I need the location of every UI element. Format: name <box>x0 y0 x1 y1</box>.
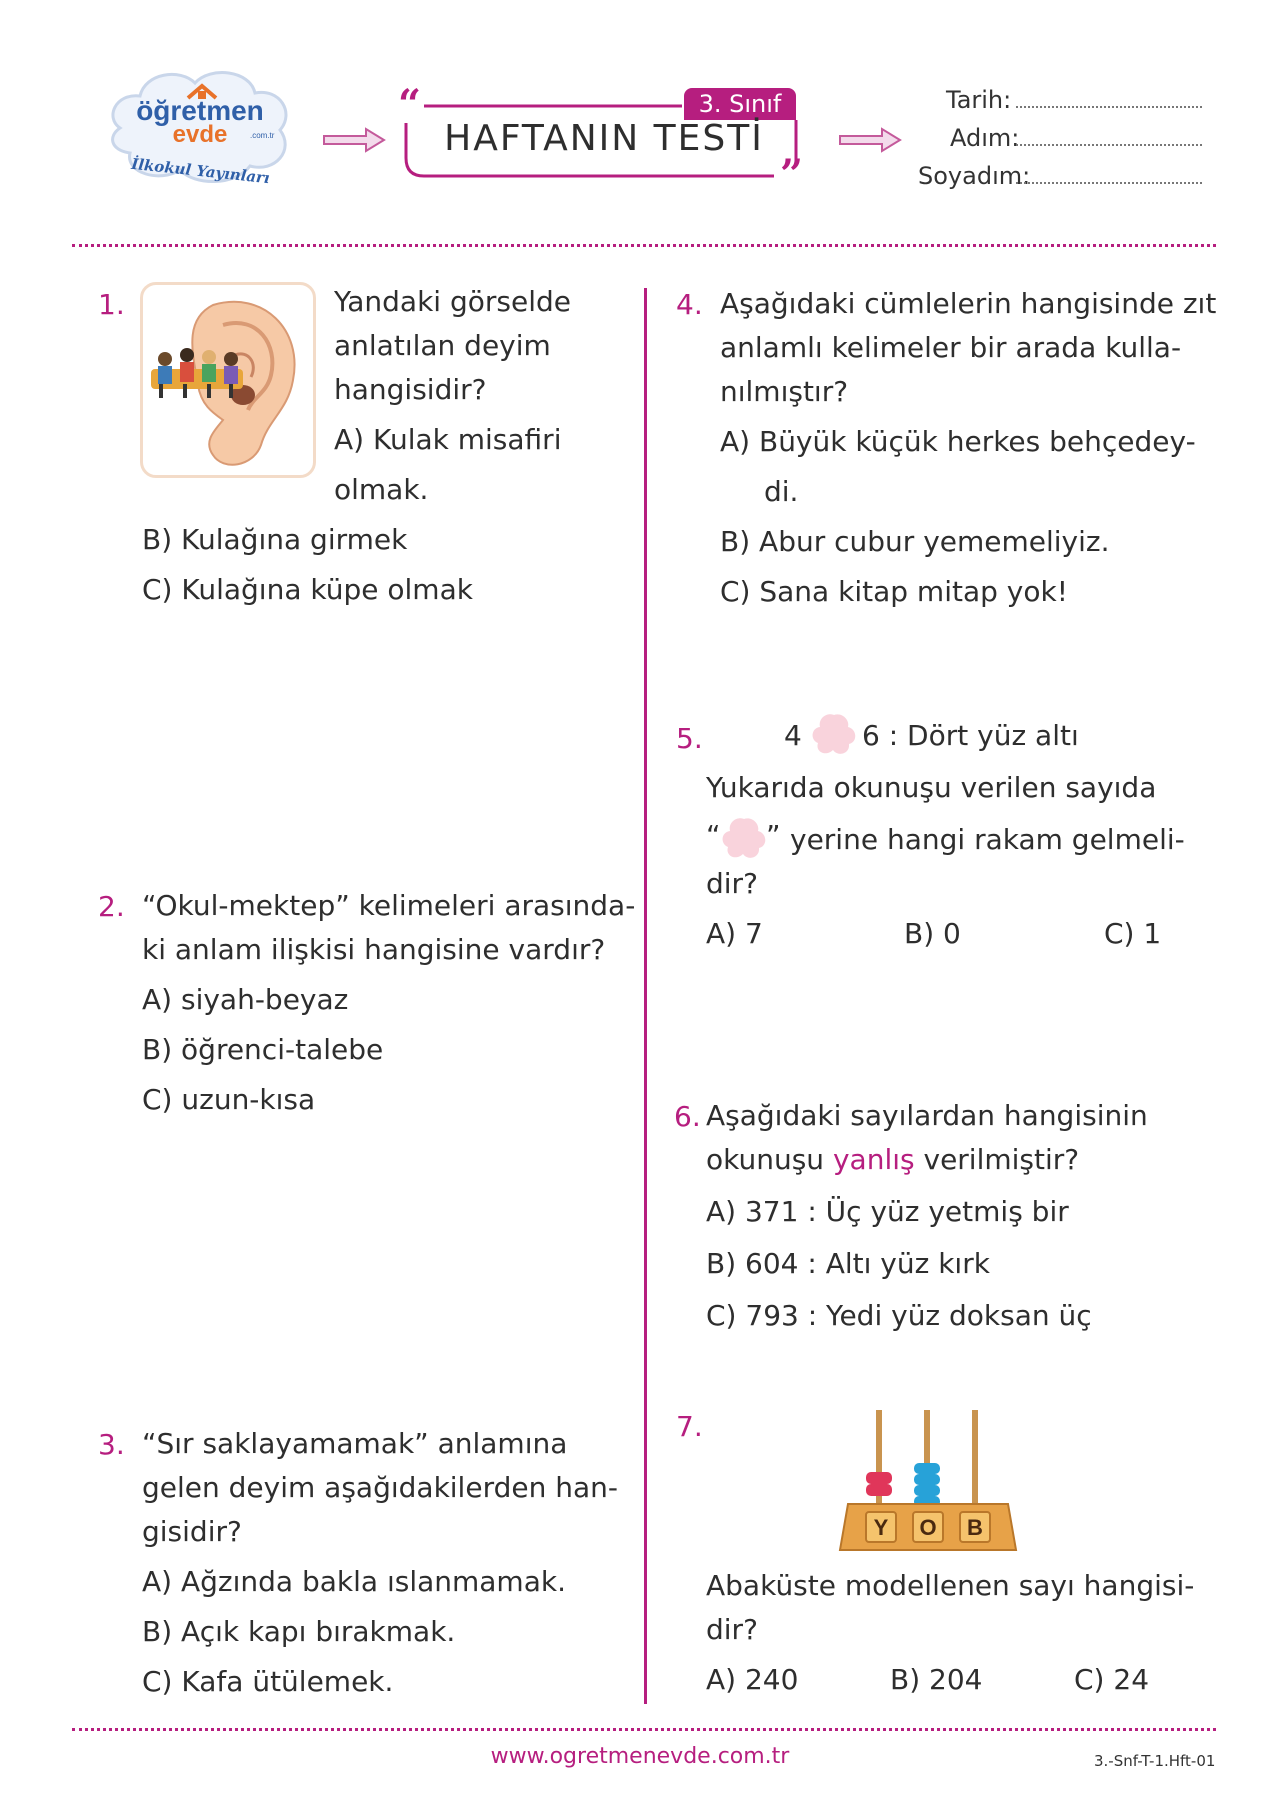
question-4-text-line-2: anlamlı kelimeler bir arada kulla- <box>720 331 1182 364</box>
name-line[interactable] <box>1016 144 1202 146</box>
question-4-option-b[interactable]: B) Abur cubur yememeliyiz. <box>720 525 1110 558</box>
question-6-text-post: verilmiştir? <box>923 1143 1080 1176</box>
column-divider <box>644 288 647 1704</box>
question-6-option-b[interactable]: B) 604 : Altı yüz kırk <box>706 1247 990 1280</box>
open-quote-icon: “ <box>398 81 422 128</box>
logo-domain: .com.tr <box>250 131 275 140</box>
question-2-option-b[interactable]: B) öğrenci-talebe <box>142 1033 384 1066</box>
question-3-option-b[interactable]: B) Açık kapı bırakmak. <box>142 1615 456 1648</box>
question-3-text-line-3: gisidir? <box>142 1515 242 1548</box>
date-field[interactable] <box>946 86 1011 114</box>
question-1-number: 1. <box>98 288 125 321</box>
question-6-text-pre: okunuşu <box>706 1143 825 1176</box>
abacus-label-tens: O <box>919 1515 937 1540</box>
logo-brand-bottom: evde <box>172 121 228 148</box>
question-1-option-a-cont[interactable]: olmak. <box>334 473 429 506</box>
question-5-option-c[interactable]: C) 1 <box>1104 917 1162 950</box>
question-7-option-a[interactable]: A) 240 <box>706 1663 799 1696</box>
question-4-option-a-cont[interactable]: di. <box>764 475 799 508</box>
question-2-number: 2. <box>98 890 125 923</box>
flower-blob-icon <box>720 816 768 864</box>
abacus-illustration <box>838 1408 1018 1558</box>
title-frame <box>398 81 804 198</box>
question-1-text-line-1: Yandaki görselde <box>334 285 571 318</box>
page-title: HAFTANIN TESTİ <box>444 118 764 159</box>
question-2-text-line-2: ki anlam ilişkisi hangisine vardır? <box>142 933 606 966</box>
name-label: Adım: <box>950 124 1020 152</box>
publisher-logo <box>100 58 300 208</box>
question-7-option-c[interactable]: C) 24 <box>1074 1663 1150 1696</box>
question-2-option-a[interactable]: A) siyah-beyaz <box>142 983 349 1016</box>
question-7-option-b[interactable]: B) 204 <box>890 1663 983 1696</box>
logo-brand-top: öğretmen <box>136 95 264 126</box>
question-7-text-line-2: dir? <box>706 1613 758 1646</box>
ear-illustration <box>143 285 313 475</box>
question-1-image <box>140 282 316 478</box>
question-1-option-b[interactable]: B) Kulağına girmek <box>142 523 408 556</box>
question-5-quote-open: “ <box>706 819 721 852</box>
date-line[interactable] <box>1016 106 1202 108</box>
question-5-option-a[interactable]: A) 7 <box>706 917 763 950</box>
question-5-digit-left: 4 <box>784 719 802 752</box>
question-5-number: 5. <box>676 722 703 755</box>
question-5-text-line-1: Yukarıda okunuşu verilen sayıda <box>706 771 1157 804</box>
question-1-text-line-2: anlatılan deyim <box>334 329 551 362</box>
question-5-text-line-2: yerine hangi rakam gelmeli- <box>790 823 1185 856</box>
question-6-number: 6. <box>674 1100 701 1133</box>
surname-label: Soyadım: <box>918 162 1031 190</box>
surname-line[interactable] <box>1016 182 1202 184</box>
header-divider <box>72 244 1216 247</box>
question-3-text-line-2: gelen deyim aşağıdakilerden han- <box>142 1471 618 1504</box>
question-5-option-b[interactable]: B) 0 <box>904 917 961 950</box>
question-6-text-line-1: Aşağıdaki sayılardan hangisinin <box>706 1099 1148 1132</box>
question-7-text-line-1: Abaküste modellenen sayı hangisi- <box>706 1569 1195 1602</box>
question-5-digit-right: 6 : Dört yüz altı <box>862 719 1079 752</box>
abacus-label-ones: B <box>967 1515 983 1540</box>
abacus-label-hundreds: Y <box>873 1515 889 1540</box>
question-4-option-c[interactable]: C) Sana kitap mitap yok! <box>720 575 1068 608</box>
question-1-option-a[interactable]: A) Kulak misafiri <box>334 423 562 456</box>
question-1-text-line-3: hangisidir? <box>334 373 487 406</box>
question-7-number: 7. <box>676 1410 703 1443</box>
footer-divider <box>72 1728 1216 1731</box>
question-4-text-line-3: nılmıştır? <box>720 375 849 408</box>
footer-website-link[interactable]: www.ogretmenevde.com.tr <box>490 1744 790 1769</box>
close-quote-icon: ” <box>780 151 804 198</box>
question-5-quote-close: ” <box>766 819 781 852</box>
question-4-number: 4. <box>676 288 703 321</box>
question-6-option-c[interactable]: C) 793 : Yedi yüz doksan üç <box>706 1299 1092 1332</box>
question-3-text-line-1: “Sır saklayamamak” anlamına <box>142 1427 568 1460</box>
question-6-text-line-2 <box>706 1138 1079 1182</box>
question-3-number: 3. <box>98 1428 125 1461</box>
question-1-option-c[interactable]: C) Kulağına küpe olmak <box>142 573 473 606</box>
document-code: 3.-Snf-T-1.Hft-01 <box>1094 1752 1216 1770</box>
question-2-option-c[interactable]: C) uzun-kısa <box>142 1083 316 1116</box>
flower-blob-icon <box>810 712 858 760</box>
grade-badge: 3. Sınıf <box>684 88 796 120</box>
arrow-right-icon <box>838 127 902 153</box>
question-4-option-a[interactable]: A) Büyük küçük herkes behçedey- <box>720 425 1196 458</box>
date-label: Tarih: <box>946 86 1012 114</box>
question-3-option-c[interactable]: C) Kafa ütülemek. <box>142 1665 394 1698</box>
arrow-right-icon <box>322 127 386 153</box>
question-2-text-line-1: “Okul-mektep” kelimeleri arasında- <box>142 889 636 922</box>
question-6-highlight: yanlış <box>832 1143 915 1176</box>
question-4-text-line-1: Aşağıdaki cümlelerin hangisinde zıt <box>720 287 1217 320</box>
name-field[interactable] <box>950 124 1019 152</box>
question-3-option-a[interactable]: A) Ağzında bakla ıslanmamak. <box>142 1565 566 1598</box>
question-6-option-a[interactable]: A) 371 : Üç yüz yetmiş bir <box>706 1195 1069 1228</box>
question-5-text-line-3: dir? <box>706 867 758 900</box>
surname-field[interactable] <box>918 162 1030 190</box>
logo-tagline: İlkokul Yayınları <box>130 154 271 188</box>
